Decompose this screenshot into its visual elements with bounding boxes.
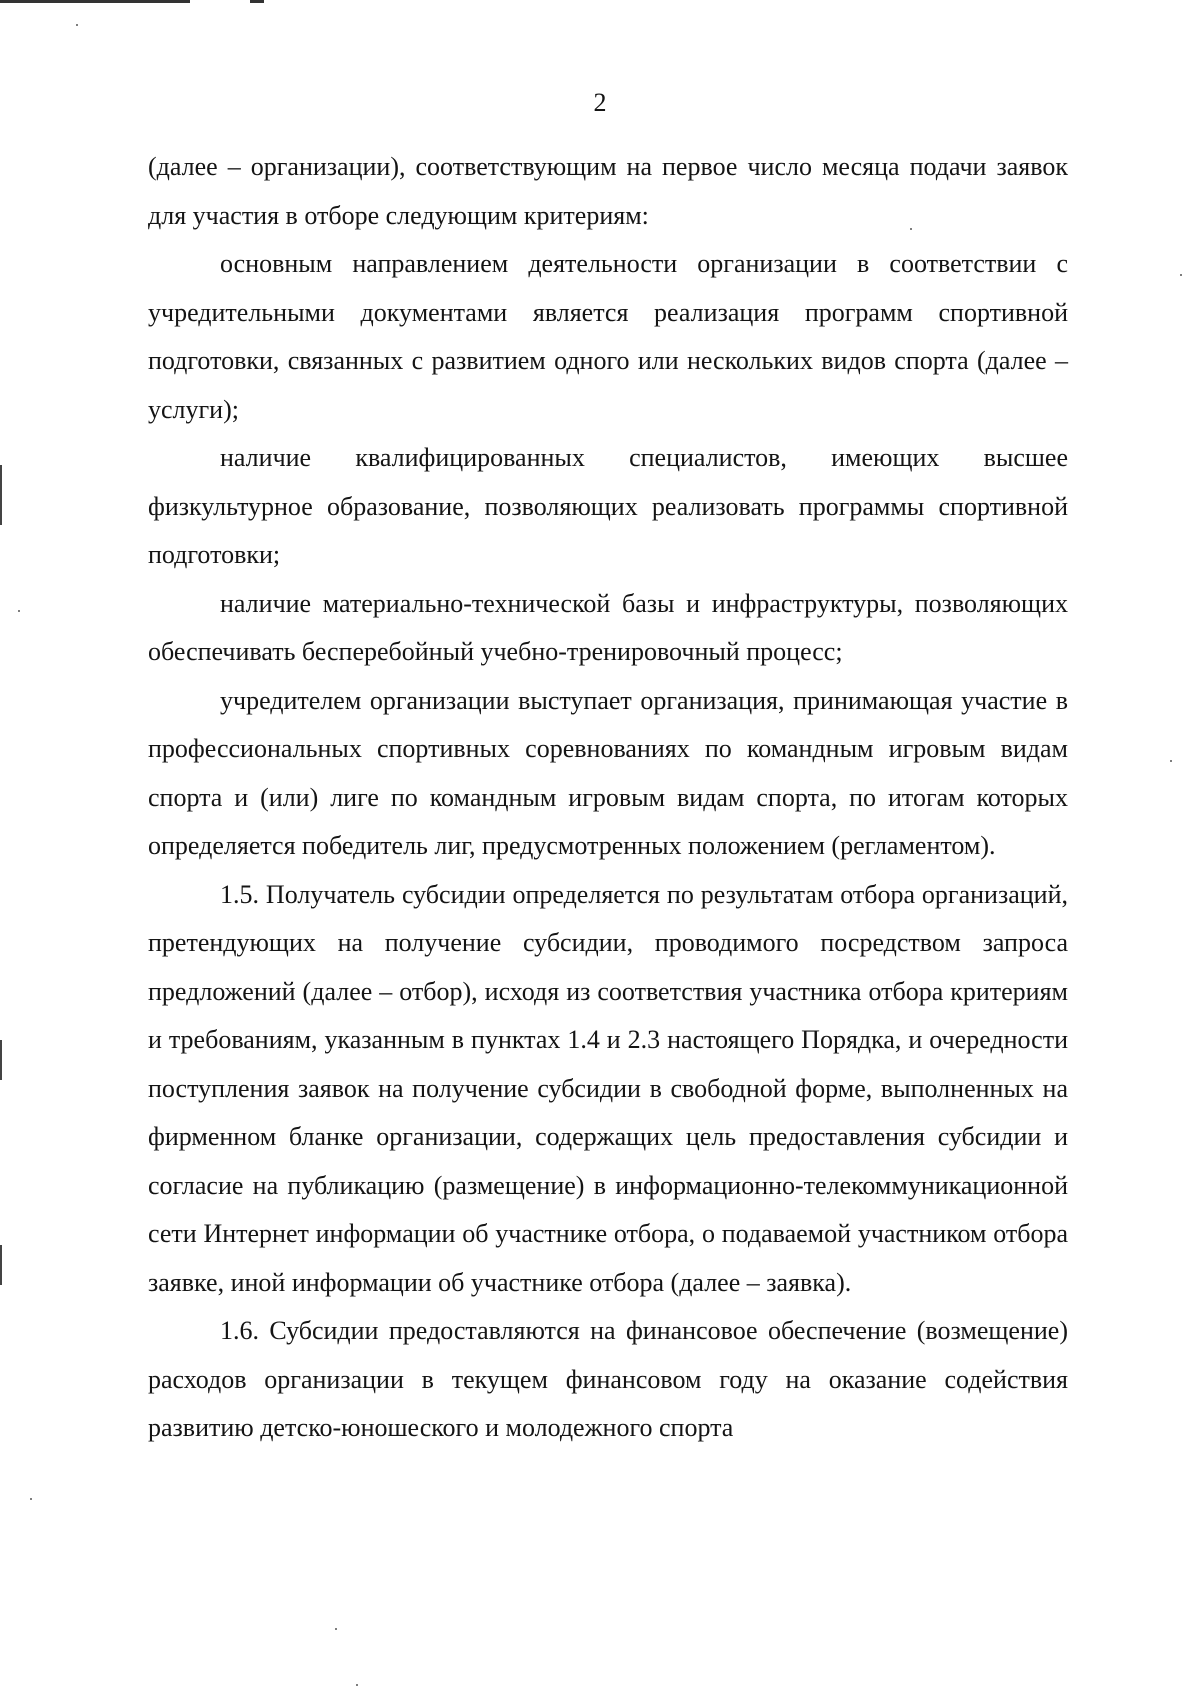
scan-speck: [356, 1684, 358, 1686]
paragraph: учредителем организации выступает организация, принимающая участие в профессиональных спортивных соревнованиях по командным игровым видам спорта и (или) лиге по командным игровым видам спорта, по итогам которых определяется победитель лиг, предусмотренных положением (регламентом).: [148, 685, 1068, 860]
page-number: 2: [593, 88, 607, 117]
document-body: [148, 143, 1068, 1453]
scan-edge-left-mark: [0, 1245, 2, 1285]
scan-speck: [30, 1498, 32, 1500]
paragraph: наличие квалифицированных специалистов, имеющих высшее физкультурное образование, позволяющих реализовать программы спортивной подготовки;: [148, 443, 1068, 569]
scan-speck: [76, 24, 78, 26]
scan-edge-left-mark: [0, 465, 2, 525]
scan-edge-top: [0, 0, 190, 3]
paragraph: 1.6. Субсидии предоставляются на финансовое обеспечение (возмещение) расходов организации в текущем финансовом году на оказание содействия развитию детско-юношеского и молодежного спорта: [148, 1316, 1068, 1442]
paragraph: (далее – организации), соответствующим на первое число месяца подачи заявок для участия в отборе следующим критериям:: [148, 152, 1068, 230]
scan-speck: [1170, 760, 1172, 762]
scan-speck: [335, 1628, 337, 1630]
scan-edge-top-mark: [250, 0, 264, 3]
scan-edge-left-mark: [0, 1040, 2, 1080]
paragraph: наличие материально-технической базы и инфраструктуры, позволяющих обеспечивать бесперебойный учебно-тренировочный процесс;: [148, 588, 1068, 666]
scan-speck: [18, 610, 20, 612]
paragraph: основным направлением деятельности организации в соответствии с учредительными документами является реализация программ спортивной подготовки, связанных с развитием одного или нескольких видов спорта (далее – услуги);: [148, 249, 1068, 424]
paragraph: 1.5. Получатель субсидии определяется по результатам отбора организаций, претендующих на получение субсидии, проводимого посредством запроса предложений (далее – отбор), исходя из соответствия участника отбора критериям и требованиям, указанным в пунктах 1.4 и 2.3 настоящего Порядка, и очередности поступления заявок на получение субсидии в свободной форме, выполненных на фирменном бланке организации, содержащих цель предоставления субсидии и согласие на публикацию (размещение) в информационно-телекоммуникационной сети Интернет информации об участнике отбора, о подаваемой участником отбора заявке, иной информации об участнике отбора (далее – заявка).: [148, 879, 1068, 1297]
scan-speck: [1180, 274, 1182, 276]
